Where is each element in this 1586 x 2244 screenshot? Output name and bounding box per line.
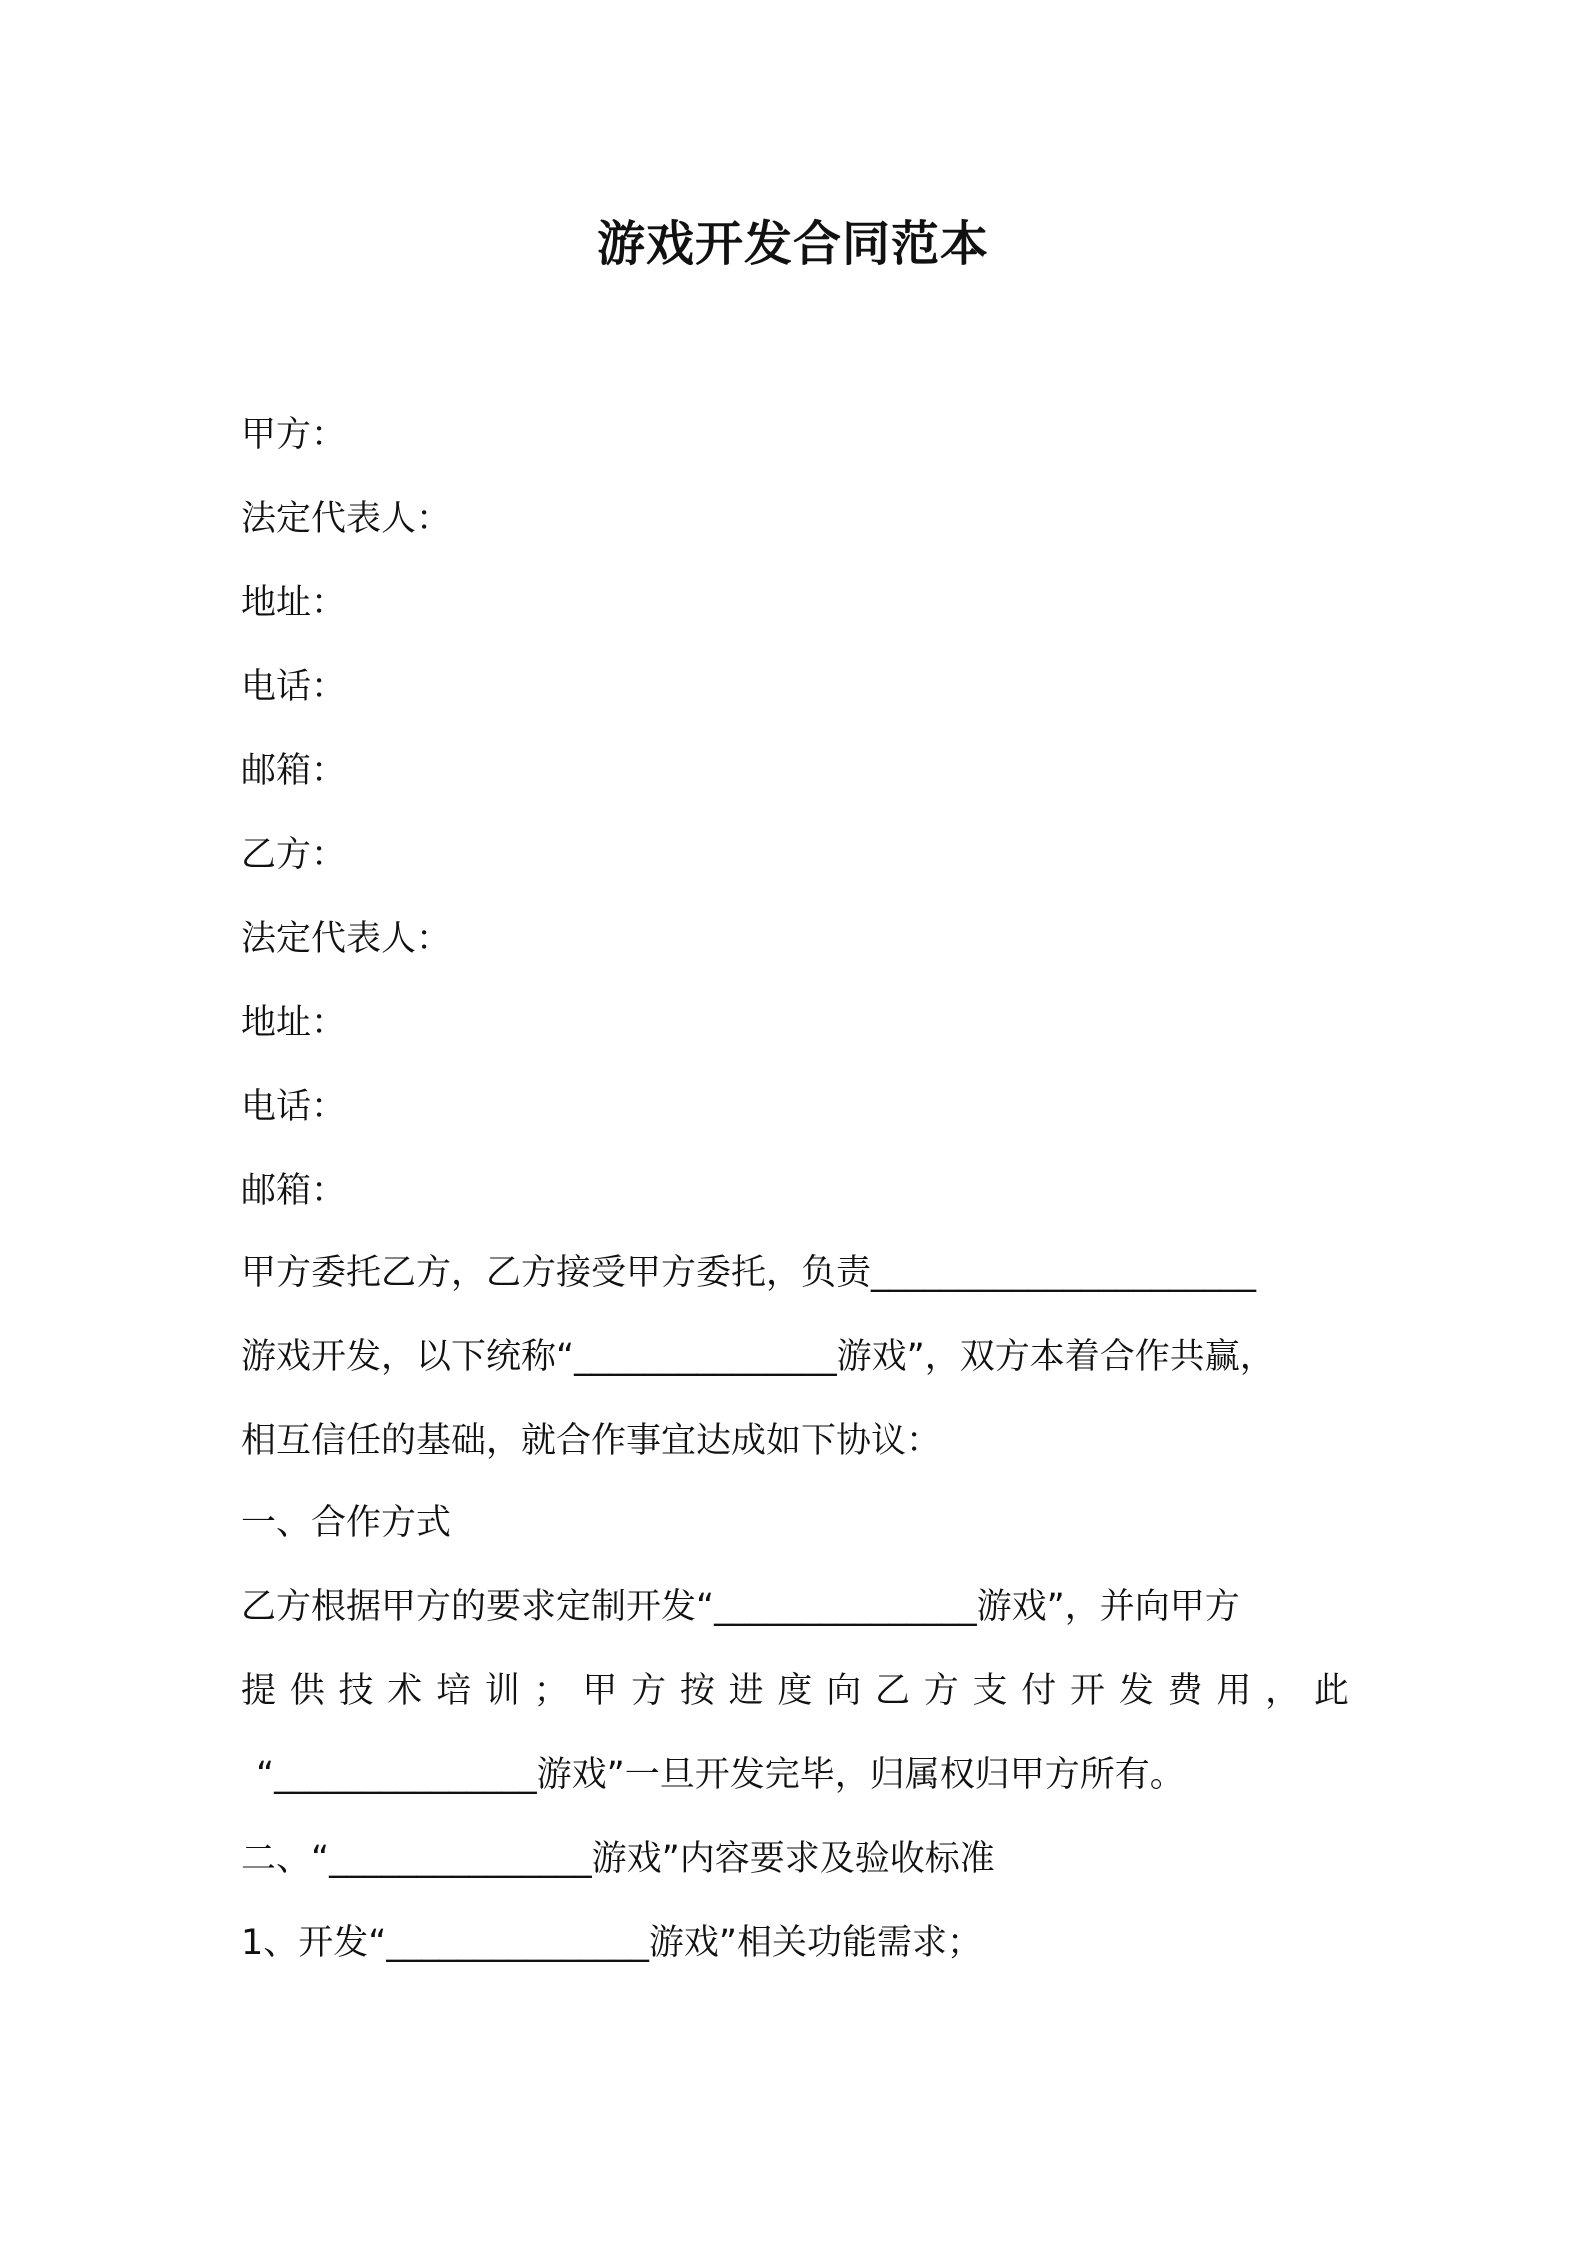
justified-char: ；	[533, 1671, 569, 1711]
justified-char: 供	[289, 1671, 325, 1711]
justified-char: 支	[972, 1671, 1008, 1711]
intro-line-1: 甲方委托乙方，乙方接受甲方委托，负责______________________	[241, 1253, 1257, 1293]
justified-char: 费	[1167, 1671, 1203, 1711]
justified-char: 技	[338, 1671, 374, 1711]
party-b-address-label: 地址：	[241, 1003, 347, 1043]
party-b-phone-label: 电话：	[241, 1087, 347, 1127]
section-1-para-line-3: “_______________游戏”一旦开发完毕，归属权归甲方所有。	[256, 1755, 1185, 1795]
section-2-heading: 二、“_______________游戏”内容要求及验收标准	[241, 1839, 995, 1879]
section-1-para-line-1: 乙方根据甲方的要求定制开发“_______________游戏”，并向甲方	[241, 1587, 1240, 1627]
justified-char: ，	[1265, 1671, 1301, 1711]
party-a-label: 甲方：	[241, 415, 347, 455]
party-a-email-label: 邮箱：	[241, 751, 347, 791]
justified-char: 甲	[582, 1671, 618, 1711]
justified-char: 发	[1118, 1671, 1154, 1711]
party-b-email-label: 邮箱：	[241, 1171, 347, 1211]
justified-char: 培	[436, 1671, 472, 1711]
justified-char: 方	[923, 1671, 959, 1711]
justified-char: 术	[387, 1671, 423, 1711]
section-2-item-1: 1、开发“_______________游戏”相关功能需求；	[241, 1923, 983, 1963]
justified-char: 向	[826, 1671, 862, 1711]
intro-line-2: 游戏开发，以下统称“_______________游戏”，双方本着合作共赢，	[241, 1337, 1275, 1377]
justified-char: 训	[484, 1671, 520, 1711]
justified-char: 开	[1070, 1671, 1106, 1711]
justified-char: 用	[1216, 1671, 1252, 1711]
justified-char: 度	[777, 1671, 813, 1711]
justified-char: 付	[1021, 1671, 1057, 1711]
party-a-phone-label: 电话：	[241, 667, 347, 707]
party-b-label: 乙方：	[241, 835, 347, 875]
justified-char: 进	[728, 1671, 764, 1711]
justified-char: 此	[1313, 1671, 1349, 1711]
justified-char: 提	[241, 1671, 277, 1711]
party-a-address-label: 地址：	[241, 583, 347, 623]
section-1-heading: 一、合作方式	[241, 1503, 452, 1543]
section-1-para-line-2	[241, 1668, 1349, 1714]
party-a-rep-label: 法定代表人：	[241, 499, 452, 539]
document-title: 游戏开发合同范本	[596, 216, 989, 272]
justified-char: 乙	[874, 1671, 910, 1711]
justified-char: 方	[631, 1671, 667, 1711]
justified-char: 按	[679, 1671, 715, 1711]
intro-line-3: 相互信任的基础，就合作事宜达成如下协议：	[241, 1421, 942, 1461]
party-b-rep-label: 法定代表人：	[241, 919, 452, 959]
